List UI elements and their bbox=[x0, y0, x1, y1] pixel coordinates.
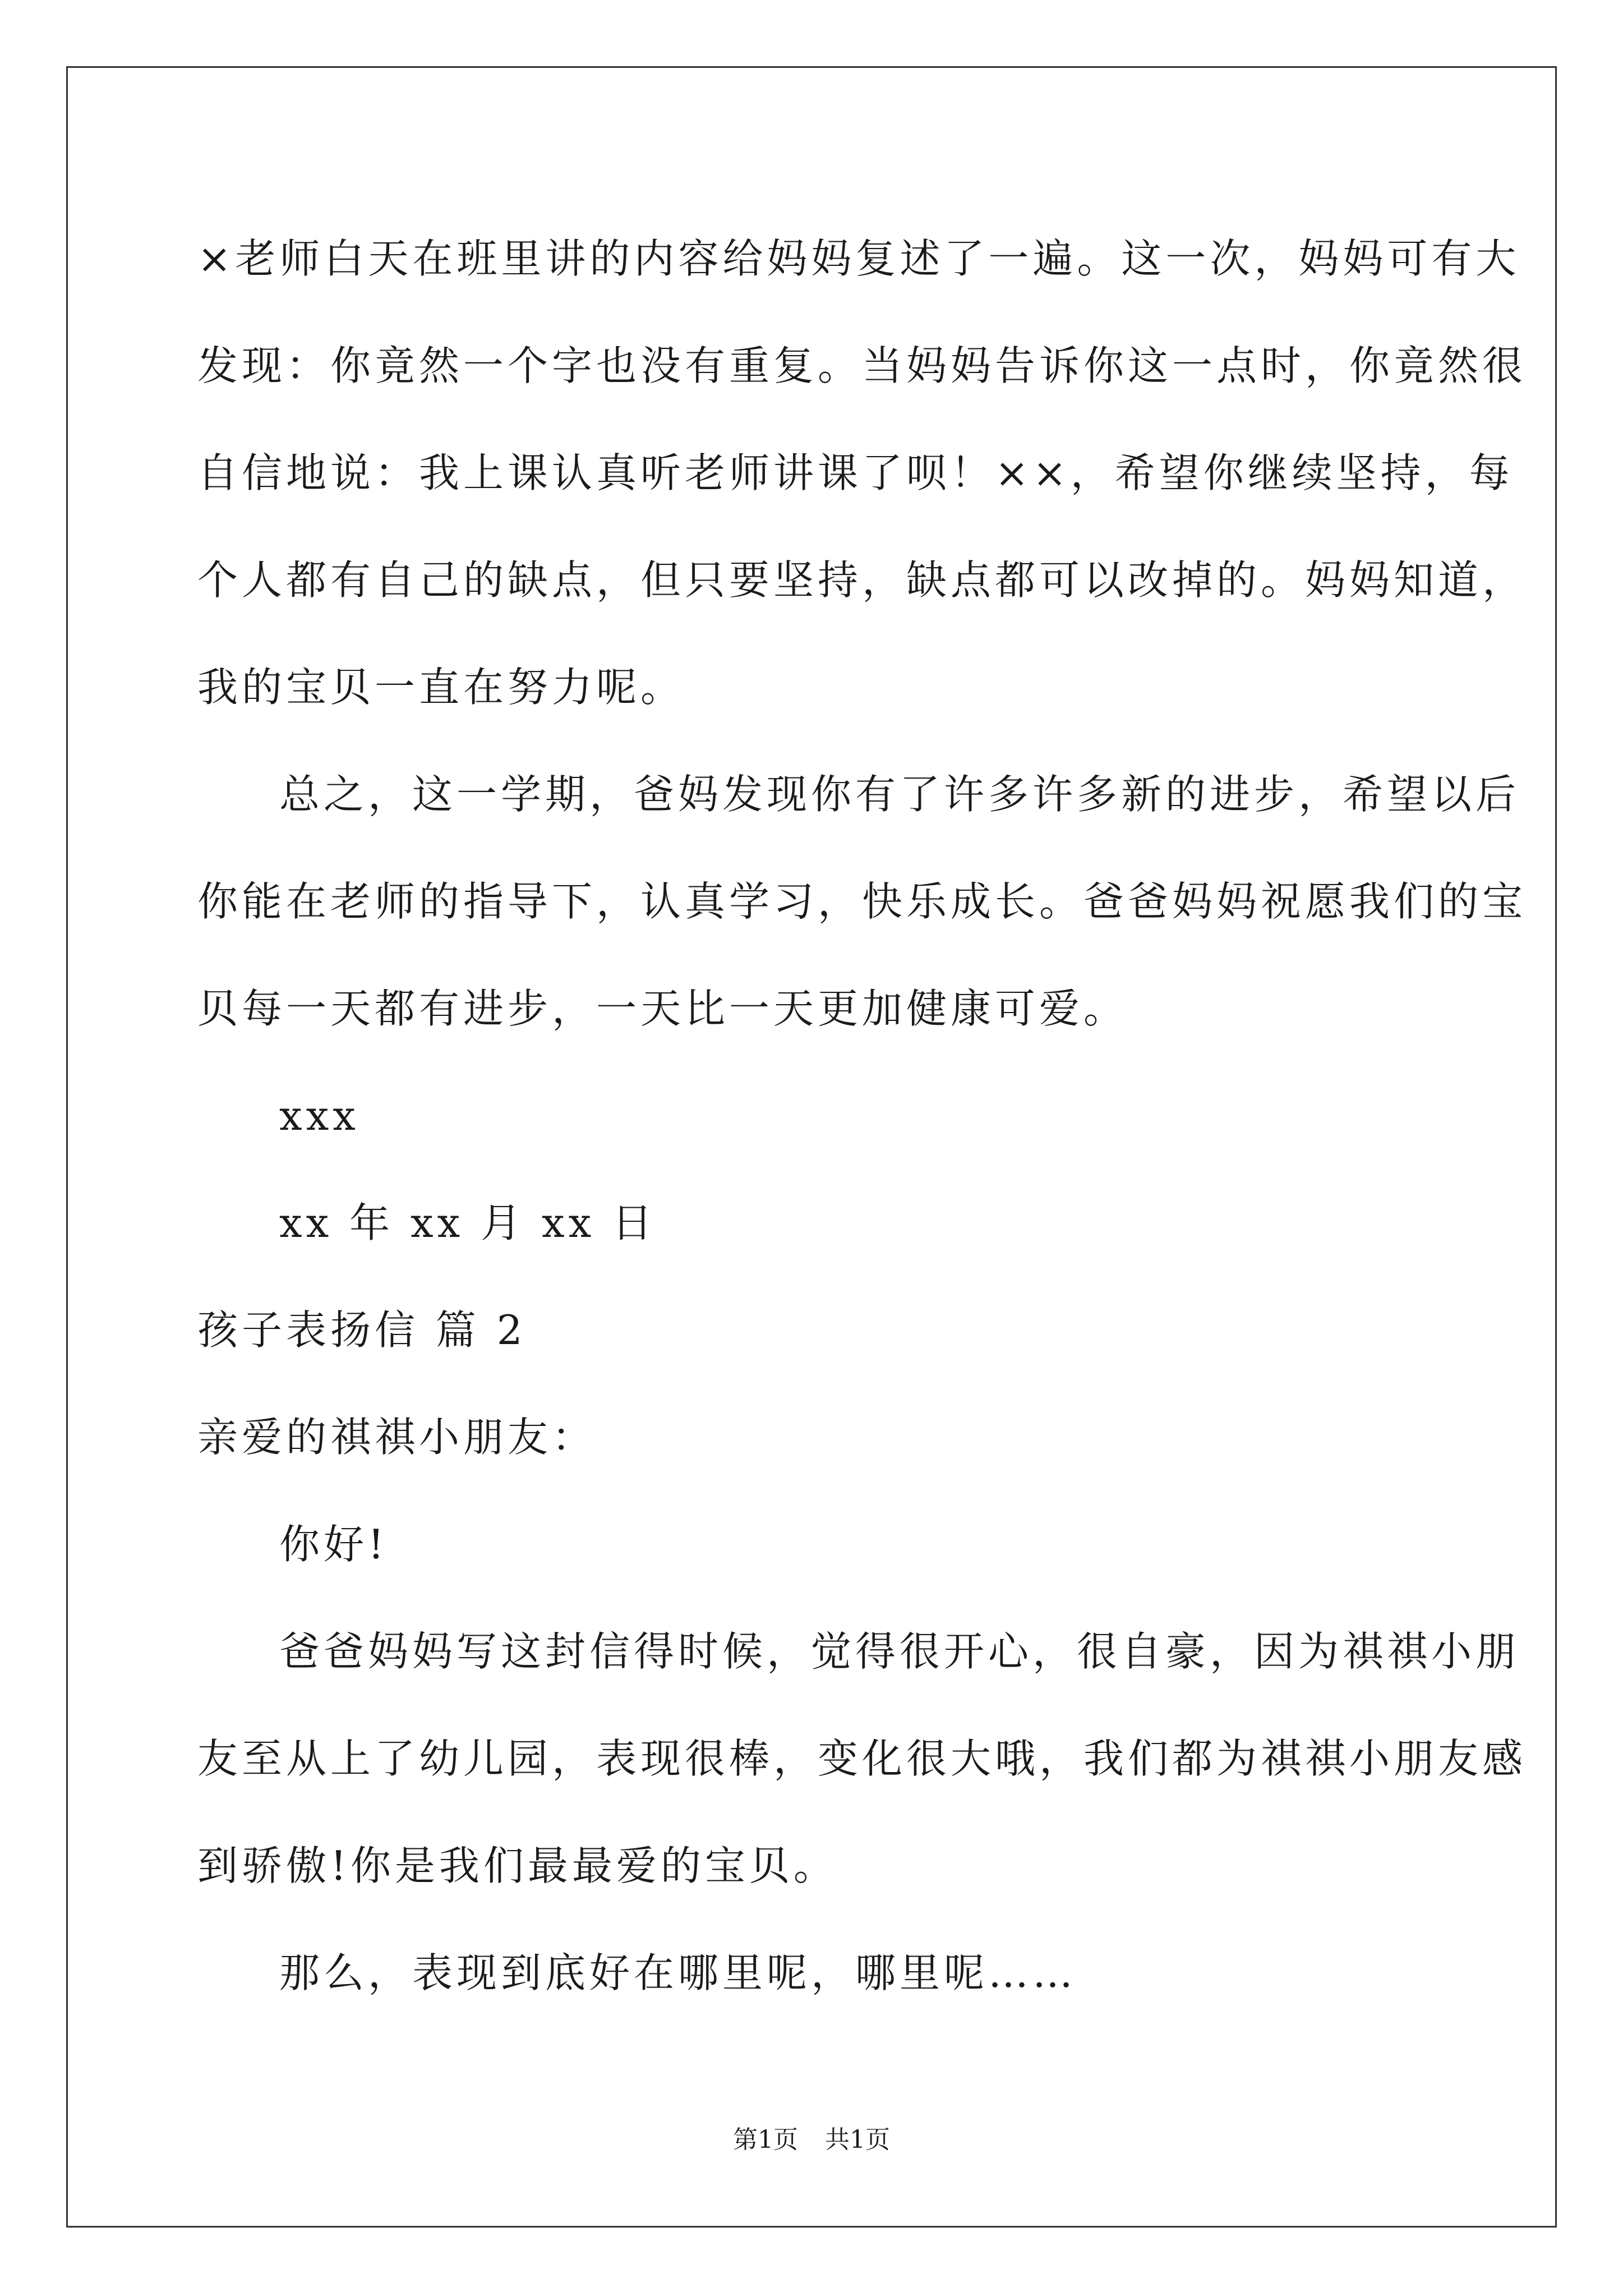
text-line: 发现：你竟然一个字也没有重复。当妈妈告诉你这一点时，你竟然很 bbox=[197, 342, 1527, 389]
page-number: 第1页 bbox=[733, 2125, 798, 2154]
greeting: 你好! bbox=[279, 1521, 388, 1568]
text-line: 贝每一天都有进步，一天比一天更加健康可爱。 bbox=[197, 985, 1128, 1032]
date: xx 年 xx 月 xx 日 bbox=[279, 1199, 657, 1246]
page-footer bbox=[0, 2119, 1623, 2155]
signature: xxx bbox=[279, 1092, 359, 1139]
text-line: 自信地说：我上课认真听老师讲课了呗！××，希望你继续坚持，每 bbox=[197, 449, 1514, 496]
text-line: 到骄傲!你是我们最最爱的宝贝。 bbox=[197, 1842, 838, 1889]
text-line: 你能在老师的指导下，认真学习，快乐成长。爸爸妈妈祝愿我们的宝 bbox=[197, 878, 1527, 925]
salutation: 亲爱的祺祺小朋友： bbox=[197, 1414, 597, 1461]
paragraph-start: 爸爸妈妈写这封信得时候，觉得很开心，很自豪，因为祺祺小朋 bbox=[279, 1628, 1520, 1675]
text-line: 我的宝贝一直在努力呢。 bbox=[197, 664, 685, 711]
page-total: 共1页 bbox=[825, 2125, 890, 2154]
document-body bbox=[197, 205, 1527, 2027]
text-line: ×老师白天在班里讲的内容给妈妈复述了一遍。这一次，妈妈可有大 bbox=[197, 235, 1520, 282]
text-line: 个人都有自己的缺点，但只要坚持，缺点都可以改掉的。妈妈知道， bbox=[197, 556, 1527, 604]
text-line: 友至从上了幼儿园，表现很棒，变化很大哦，我们都为祺祺小朋友感 bbox=[197, 1735, 1527, 1782]
paragraph-start: 那么，表现到底好在哪里呢，哪里呢…… bbox=[279, 1949, 1077, 1996]
paragraph-start: 总之，这一学期，爸妈发现你有了许多许多新的进步，希望以后 bbox=[279, 771, 1520, 818]
section-heading: 孩子表扬信 篇 2 bbox=[197, 1306, 527, 1354]
